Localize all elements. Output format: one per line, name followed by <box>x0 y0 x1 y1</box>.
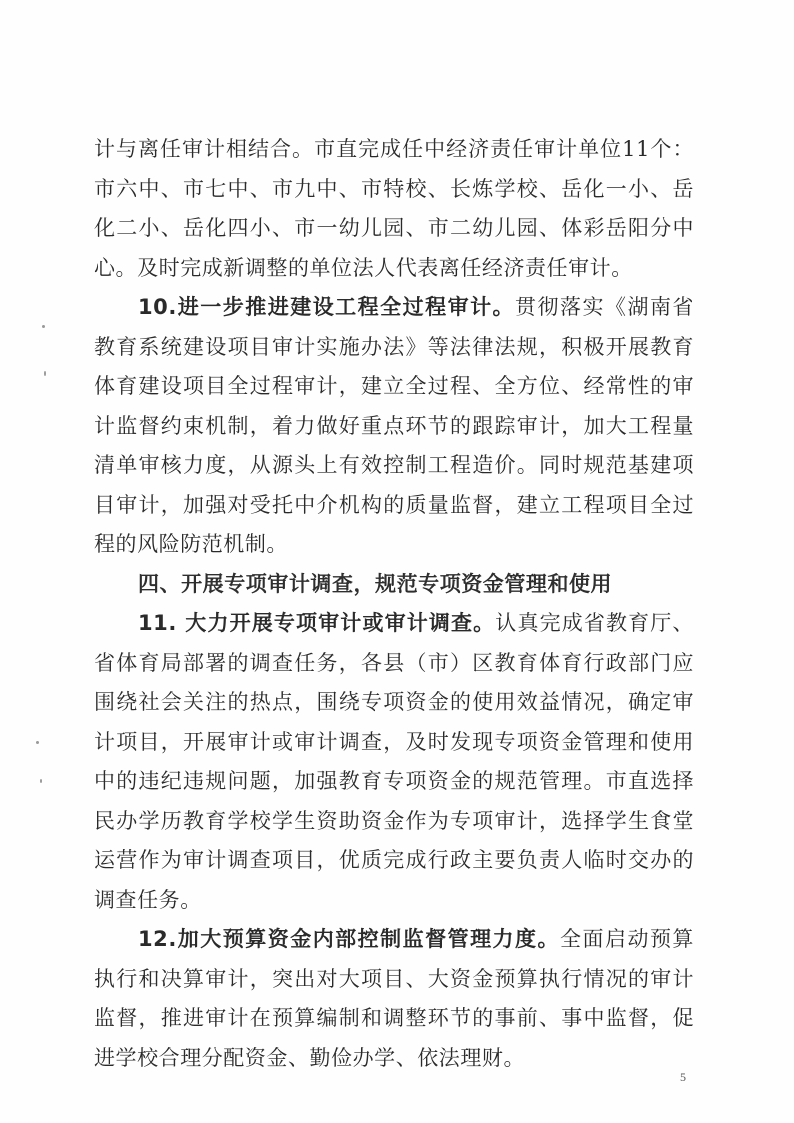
paragraph-item-12 <box>94 920 694 1078</box>
paragraph-text: 计与离任审计相结合。市直完成任中经济责任审计单位11个：市六中、市七中、市九中、市特校、长炼学校、岳化一小、岳化二小、岳化四小、市一幼儿园、市二幼儿园、体彩岳阳分中心。及时完成新调整的单位法人代表离任经济责任审计。 <box>94 137 694 280</box>
scan-speck <box>36 741 39 744</box>
scan-speck <box>44 371 46 376</box>
document-body <box>94 130 694 1078</box>
paragraph-item-10 <box>94 288 694 565</box>
item-12-lead: 12.加大预算资金内部控制监督管理力度。 <box>138 927 561 951</box>
item-10-lead: 10.进一步推进建设工程全过程审计。 <box>138 295 516 319</box>
scan-speck <box>42 325 45 328</box>
paragraph-continued <box>94 130 694 288</box>
paragraph-item-11 <box>94 604 694 920</box>
scan-speck <box>40 779 42 783</box>
section-heading: 四、开展专项审计调查，规范专项资金管理和使用 <box>138 571 613 596</box>
item-11-text: 认真完成省教育厅、省体育局部署的调查任务，各县（市）区教育体育行政部门应围绕社会关注的热点，围绕专项资金的使用效益情况，确定审计项目，开展审计或审计调查，及时发现专项资金管理和使用中的违纪违规问题，加强教育专项资金的规范管理。市直选择民办学历教育学校学生资助资金作为专项审计，选择学生食堂运营作为审计调查项目，优质完成行政主要负责人临时交办的调查任务。 <box>94 611 694 912</box>
item-11-lead: 11. 大力开展专项审计或审计调查。 <box>138 611 496 635</box>
item-10-text: 贯彻落实《湖南省教育系统建设项目审计实施办法》等法律法规，积极开展教育体育建设项目全过程审计，建立全过程、全方位、经常性的审计监督约束机制，着力做好重点环节的跟踪审计，加大工程量清单审核力度，从源头上有效控制工程造价。同时规范基建项目审计，加强对受托中介机构的质量监督，建立工程项目全过程的风险防范机制。 <box>94 295 694 556</box>
item-12-text: 全面启动预算执行和决算审计，突出对大项目、大资金预算执行情况的审计监督，推进审计在预算编制和调整环节的事前、事中监督，促进学校合理分配资金、勤俭办学、依法理财。 <box>94 927 694 1070</box>
page-number: 5 <box>680 1070 686 1084</box>
